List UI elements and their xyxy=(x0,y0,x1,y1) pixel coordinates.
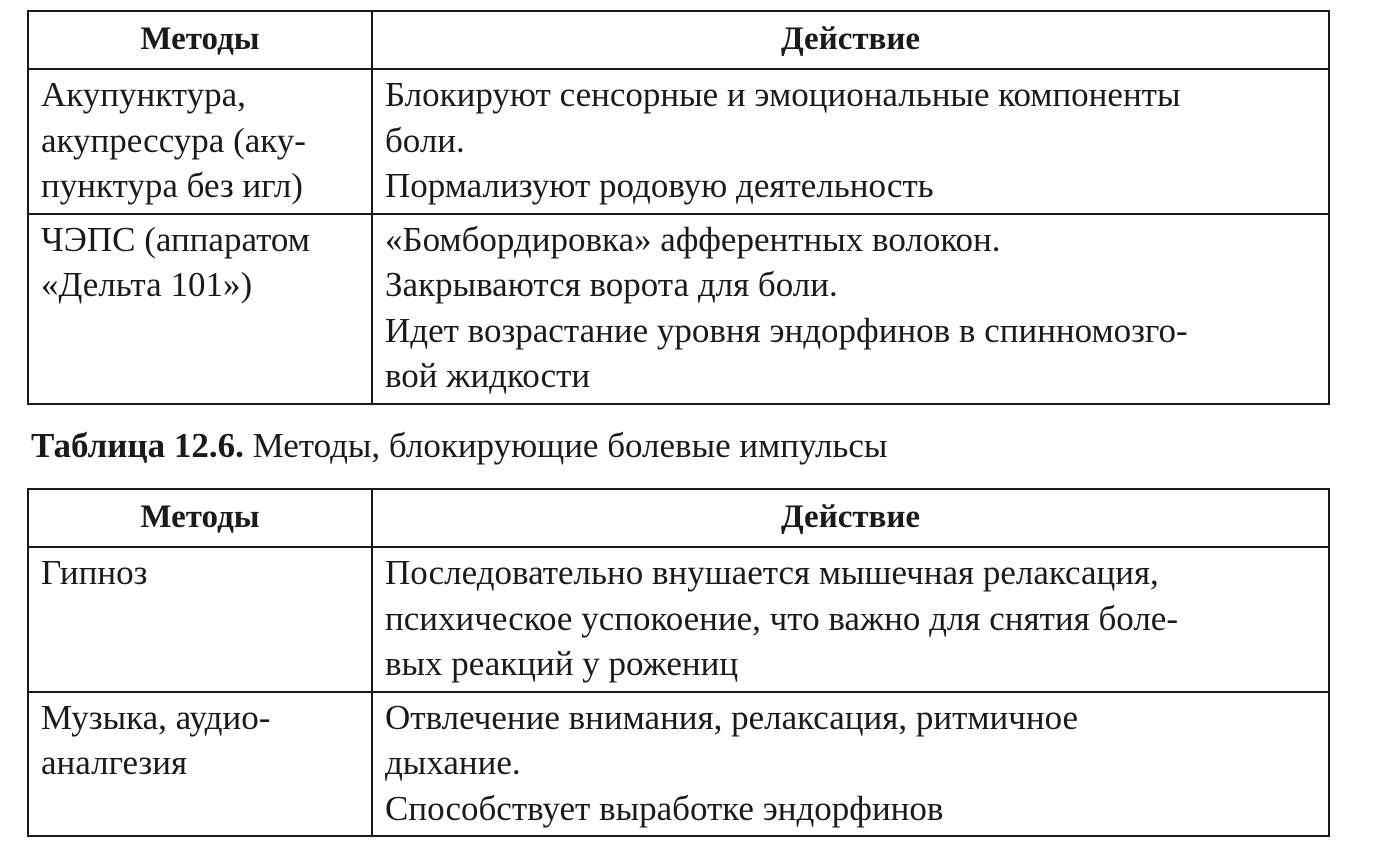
method-cell xyxy=(28,547,372,692)
method-cell xyxy=(28,69,372,214)
method-cell xyxy=(28,214,372,404)
method-line: аналгезия xyxy=(41,743,188,782)
action-cell xyxy=(372,547,1329,692)
table-header-row xyxy=(28,489,1329,547)
method-line: Музыка, аудио- xyxy=(41,697,271,737)
method-line: Акупунктура, xyxy=(41,75,246,114)
method-line: акупрессура (аку- xyxy=(41,120,306,160)
table-header-row xyxy=(28,11,1329,69)
action-line: боли. xyxy=(385,120,465,160)
caption-text: Методы, блокирующие болевые импульсы xyxy=(252,426,888,465)
action-line: Пормализуют родовую деятельность xyxy=(385,166,934,205)
header-methods: Методы xyxy=(28,11,372,69)
action-line: Отвлечение внимания, релаксация, ритмичное xyxy=(385,697,1079,737)
method-line: «Дельта 101») xyxy=(41,265,253,304)
table-caption xyxy=(31,423,887,468)
method-line: Гипноз xyxy=(41,553,148,592)
header-action: Действие xyxy=(372,11,1329,69)
action-cell xyxy=(372,214,1329,404)
action-line: дыхание. xyxy=(385,743,521,782)
action-line: Способствует выработке эндорфинов xyxy=(385,788,944,828)
method-line: ЧЭПС (аппаратом xyxy=(41,219,310,259)
table-row xyxy=(28,214,1329,404)
method-cell xyxy=(28,692,372,837)
method-line: пунктура без игл) xyxy=(41,166,303,205)
methods-table-bottom xyxy=(27,488,1330,837)
table-row xyxy=(28,69,1329,214)
action-cell xyxy=(372,692,1329,837)
action-line: Блокируют сенсорные и эмоциональные компоненты xyxy=(385,75,1181,114)
caption-label: Таблица 12.6. xyxy=(31,426,244,465)
table-row xyxy=(28,547,1329,692)
action-line: вой жидкости xyxy=(385,356,591,395)
action-cell xyxy=(372,69,1329,214)
action-line: вых реакций у рожениц xyxy=(385,644,739,683)
action-line: Последовательно внушается мышечная релаксация, xyxy=(385,553,1159,592)
table-row xyxy=(28,692,1329,837)
action-line: психическое успокоение, что важно для снятия боле- xyxy=(385,598,1178,638)
header-action: Действие xyxy=(372,489,1329,547)
header-methods: Методы xyxy=(28,489,372,547)
action-line: Идет возрастание уровня эндорфинов в спинномозго- xyxy=(385,310,1188,350)
action-line: «Бомбордировка» афферентных волокон. xyxy=(385,219,1001,259)
methods-table-top xyxy=(27,10,1330,405)
action-line: Закрываются ворота для боли. xyxy=(385,265,838,304)
